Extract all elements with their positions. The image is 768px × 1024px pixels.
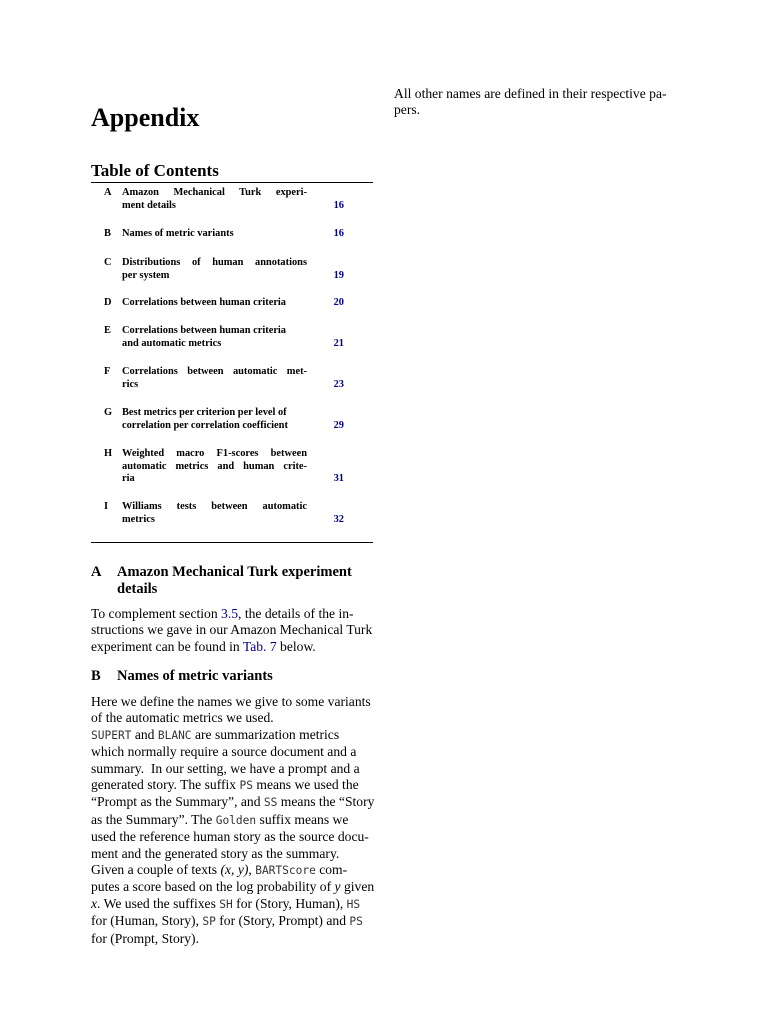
toc-entry-f[interactable] <box>104 366 344 391</box>
toc-page-link[interactable]: 16 <box>333 228 344 239</box>
toc-entry-e[interactable] <box>104 325 344 350</box>
toc-letter: D <box>104 297 112 308</box>
toc-entry-d[interactable] <box>104 297 344 310</box>
section-b-heading <box>91 668 373 685</box>
toc-entry-c[interactable] <box>104 257 344 282</box>
toc-text: Distributions of human annotations per system <box>122 257 307 281</box>
toc-page-link[interactable]: 20 <box>333 297 344 308</box>
toc-page-link[interactable]: 31 <box>333 473 344 485</box>
toc-entry-b[interactable] <box>104 228 344 241</box>
toc-page-link[interactable]: 21 <box>333 337 344 349</box>
toc-page-link[interactable]: 16 <box>333 199 344 211</box>
toc-letter: F <box>104 366 111 377</box>
section-number: A <box>91 564 102 580</box>
toc-letter: I <box>104 501 109 512</box>
toc-text: Correlations between human criteria and automatic metrics <box>122 325 287 349</box>
toc-letter: H <box>104 448 113 459</box>
appendix-title: Appendix <box>91 103 200 132</box>
toc-page-link[interactable]: 32 <box>333 513 344 525</box>
section-title: Names of metric variants <box>117 668 273 684</box>
toc-entry-g[interactable] <box>104 407 344 432</box>
toc-letter: B <box>104 228 111 239</box>
toc-text: Correlations between automatic met- rics <box>122 366 307 390</box>
toc-text: Weighted macro F1-scores between automatic metrics and human crite- ria <box>122 448 307 485</box>
toc-entry-a[interactable] <box>104 187 344 212</box>
toc-bottom-rule <box>91 542 373 543</box>
section-link[interactable]: 3.5 <box>221 606 239 621</box>
toc-title: Table of Contents <box>91 160 373 183</box>
toc-letter: A <box>104 187 112 198</box>
section-a-paragraph: To complement section 3.5, the details of the in- structions we gave in our Amazon Mechanical Turk experiment can be found in Tab. 7 below. <box>91 606 373 654</box>
toc-text: Amazon Mechanical Turk experi- ment details <box>122 187 307 211</box>
toc-page-link[interactable]: 29 <box>333 419 344 431</box>
toc-page-link[interactable]: 19 <box>333 269 344 281</box>
section-a-heading <box>91 564 373 598</box>
toc-letter: G <box>104 407 113 418</box>
toc-letter: C <box>104 257 112 268</box>
section-title: Amazon Mechanical Turk experiment details <box>117 564 352 597</box>
toc-entry-h[interactable] <box>104 448 344 486</box>
toc-page-link[interactable]: 23 <box>333 378 344 390</box>
toc-text: Best metrics per criterion per level of correlation per correlation coefficient <box>122 407 288 431</box>
text-line: pers. <box>394 102 421 118</box>
toc-text: Names of metric variants <box>122 228 234 239</box>
right-column-text <box>394 86 684 119</box>
toc-text: Correlations between human criteria <box>122 297 287 308</box>
section-b-paragraph: Here we define the names we give to some variants of the automatic metrics we used. SUPERT and BLANC are summarization metrics which normally require a source document and a summary. In our setting, we have a prompt and a generated story. The suffix PS means we used the “Prompt as the Summary”, and SS means the “Story as the Summary”. The Golden suffix means we used the reference human story as the source docu- ment and the generated story as the summary. Given a couple of texts (x, y), BARTScore com- putes a score based on the log probability of y given x. We used the suffixes SH for (Story, Human), HS for (Human, Story), SP for (Story, Prompt) and PS for (Prompt, Story). <box>91 694 375 946</box>
section-number: B <box>91 668 101 684</box>
toc-entry-i[interactable] <box>104 501 344 526</box>
toc-text: Williams tests between automatic metrics <box>122 501 307 525</box>
toc-letter: E <box>104 325 111 336</box>
text-line: All other names are defined in their respective pa- <box>394 86 667 101</box>
table-link[interactable]: Tab. 7 <box>242 638 277 654</box>
